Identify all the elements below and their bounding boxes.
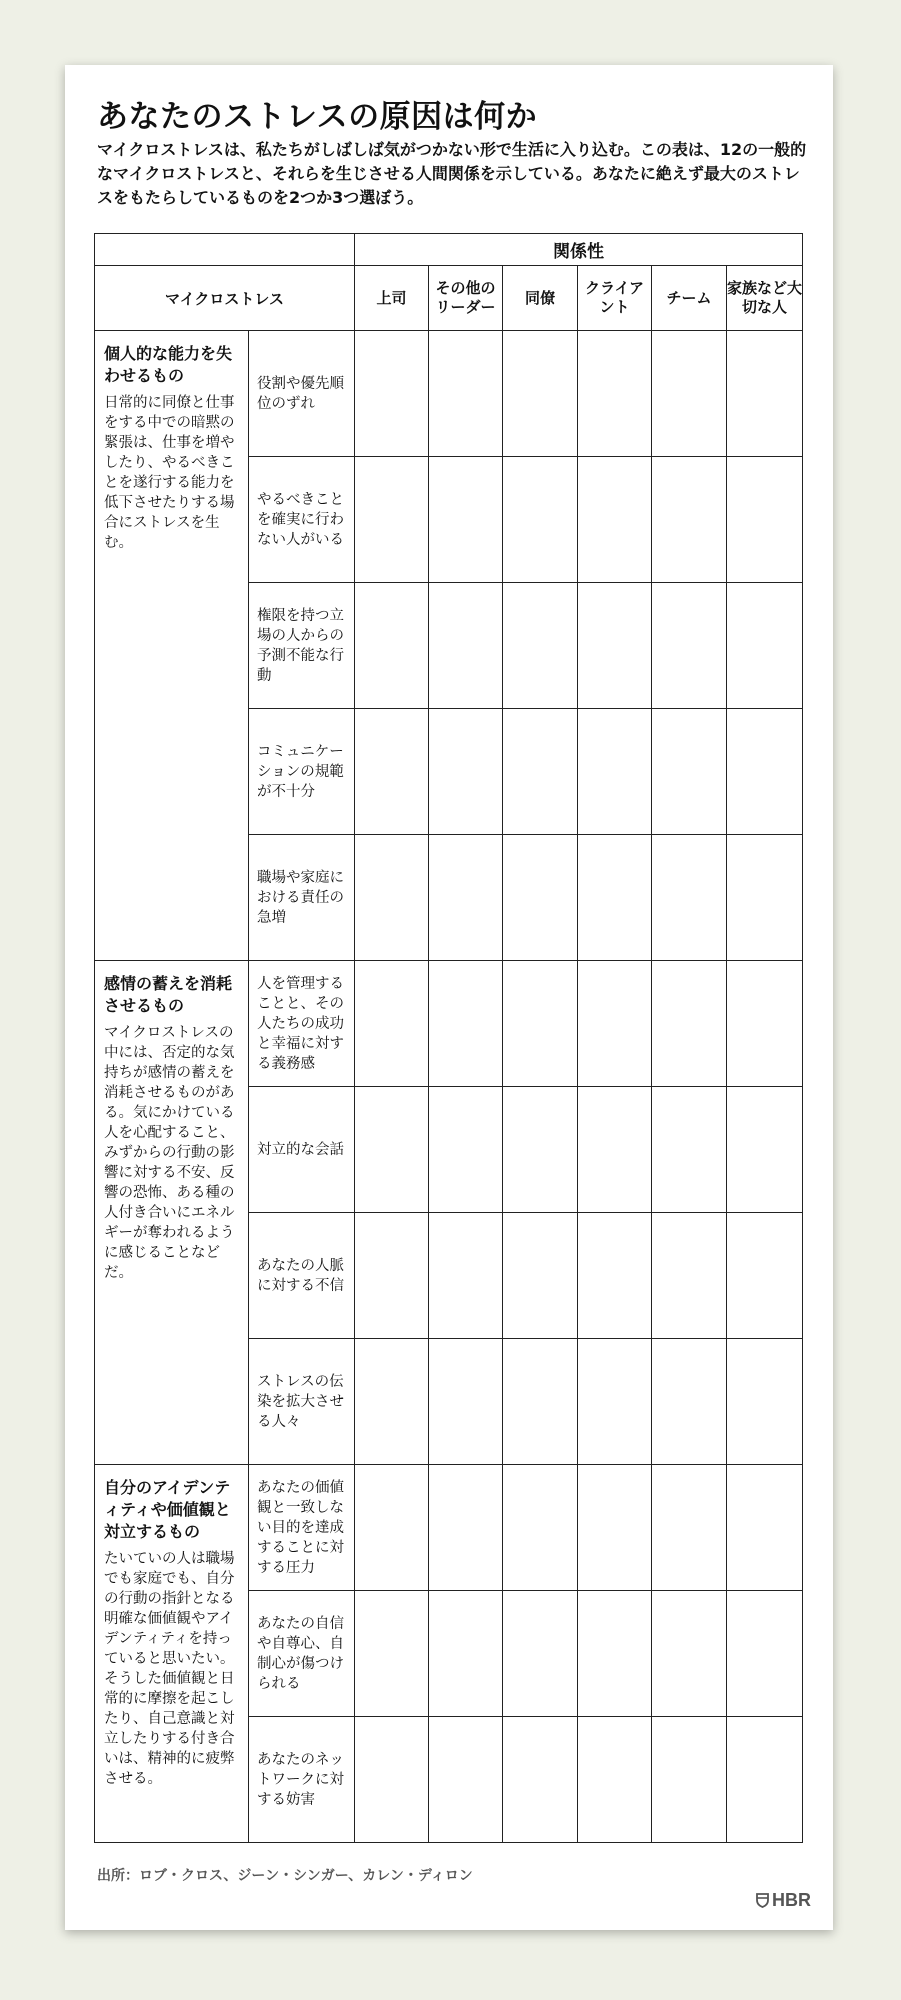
checkbox-cell-family[interactable] — [727, 331, 803, 457]
checkbox-cell-team[interactable] — [652, 1465, 727, 1591]
checkbox-cell-team[interactable] — [652, 331, 727, 457]
checkbox-cell-team[interactable] — [652, 1087, 727, 1213]
checkbox-cell-boss[interactable] — [355, 457, 429, 583]
checkbox-cell-family[interactable] — [727, 457, 803, 583]
table-row — [95, 331, 803, 457]
stress-table — [94, 233, 803, 1843]
checkbox-cell-boss[interactable] — [355, 1087, 429, 1213]
microstress-item: あなたの価値観と一致しない目的を達成することに対する圧力 — [249, 1465, 355, 1591]
checkbox-cell-team[interactable] — [652, 1339, 727, 1465]
checkbox-cell-team[interactable] — [652, 1213, 727, 1339]
checkbox-cell-family[interactable] — [727, 1339, 803, 1465]
checkbox-cell-other-leaders[interactable] — [429, 583, 503, 709]
checkbox-cell-family[interactable] — [727, 1213, 803, 1339]
checkbox-cell-clients[interactable] — [578, 1465, 652, 1591]
checkbox-cell-other-leaders[interactable] — [429, 835, 503, 961]
hbr-logo — [756, 1890, 811, 1911]
checkbox-cell-other-leaders[interactable] — [429, 1213, 503, 1339]
category-description: たいていの人は職場でも家庭でも、自分の行動の指針となる明確な価値観やアイデンティティを持っていると思いたい。そうした価値観と日常的に摩擦を起こしたり、自己意識と対立したりする付き合いは、精神的に疲弊させる。 — [104, 1551, 235, 1787]
checkbox-cell-team[interactable] — [652, 1591, 727, 1717]
checkbox-cell-colleagues[interactable] — [503, 1087, 578, 1213]
column-header-other-leaders: その他のリーダー — [429, 266, 503, 331]
hbr-logo-text: HBR — [772, 1890, 811, 1910]
category-title: 自分のアイデンティティや価値観と対立するもの — [104, 1478, 231, 1541]
category-description: マイクロストレスの中には、否定的な気持ちが感情の蓄えを消耗させるものがある。気にかけている人を心配すること、みずからの行動の影響に対する不安、反響の恐怖、ある種の人付き合いにエネルギーが奪われるように感じることなどだ。 — [104, 1025, 235, 1281]
checkbox-cell-boss[interactable] — [355, 1717, 429, 1843]
source-credit: 出所：ロブ・クロス、ジーン・シンガー、カレン・ディロン — [97, 1868, 473, 1884]
checkbox-cell-clients[interactable] — [578, 835, 652, 961]
stress-table-container — [94, 233, 802, 1850]
checkbox-cell-other-leaders[interactable] — [429, 331, 503, 457]
checkbox-cell-other-leaders[interactable] — [429, 1591, 503, 1717]
hbr-shield-icon — [756, 1893, 769, 1908]
checkbox-cell-colleagues[interactable] — [503, 1591, 578, 1717]
checkbox-cell-family[interactable] — [727, 583, 803, 709]
microstress-item: ストレスの伝染を拡大させる人々 — [249, 1339, 355, 1465]
microstress-item: やるべきことを確実に行わない人がいる — [249, 457, 355, 583]
checkbox-cell-other-leaders[interactable] — [429, 457, 503, 583]
microstress-item: 権限を持つ立場の人からの予測不能な行動 — [249, 583, 355, 709]
checkbox-cell-clients[interactable] — [578, 1339, 652, 1465]
table-row — [95, 1465, 803, 1591]
checkbox-cell-colleagues[interactable] — [503, 709, 578, 835]
checkbox-cell-team[interactable] — [652, 709, 727, 835]
category-title: 個人的な能力を失わせるもの — [104, 344, 233, 385]
checkbox-cell-boss[interactable] — [355, 709, 429, 835]
microstress-item: あなたのネットワークに対する妨害 — [249, 1717, 355, 1843]
checkbox-cell-other-leaders[interactable] — [429, 961, 503, 1087]
checkbox-cell-family[interactable] — [727, 1591, 803, 1717]
category-description: 日常的に同僚と仕事をする中での暗黙の緊張は、仕事を増やしたり、やるべきことを遂行する能力を低下させたりする場合にストレスを生む。 — [104, 395, 235, 551]
checkbox-cell-other-leaders[interactable] — [429, 1717, 503, 1843]
column-header-team: チーム — [652, 266, 727, 331]
checkbox-cell-boss[interactable] — [355, 583, 429, 709]
checkbox-cell-clients[interactable] — [578, 1717, 652, 1843]
category-cell-identity — [95, 1465, 249, 1843]
microstress-item: 人を管理することと、その人たちの成功と幸福に対する義務感 — [249, 961, 355, 1087]
checkbox-cell-team[interactable] — [652, 961, 727, 1087]
microstress-item: 職場や家庭における責任の急増 — [249, 835, 355, 961]
checkbox-cell-boss[interactable] — [355, 835, 429, 961]
header-row-relationships — [95, 234, 803, 266]
intro-text: マイクロストレスは、私たちがしばしば気がつかない形で生活に入り込む。この表は、12の一般的なマイクロストレスと、それらを生じさせる人間関係を示している。あなたに絶えず最大のストレスをもたらしているものを2つか3つ選ぼう。 — [97, 140, 807, 207]
checkbox-cell-clients[interactable] — [578, 583, 652, 709]
microstress-item: コミュニケーションの規範が不十分 — [249, 709, 355, 835]
checkbox-cell-boss[interactable] — [355, 331, 429, 457]
checkbox-cell-boss[interactable] — [355, 961, 429, 1087]
checkbox-cell-colleagues[interactable] — [503, 583, 578, 709]
checkbox-cell-boss[interactable] — [355, 1465, 429, 1591]
checkbox-cell-team[interactable] — [652, 835, 727, 961]
checkbox-cell-other-leaders[interactable] — [429, 709, 503, 835]
microstress-item: あなたの人脈に対する不信 — [249, 1213, 355, 1339]
microstress-item: あなたの自信や自尊心、自制心が傷つけられる — [249, 1591, 355, 1717]
page-title: あなたのストレスの原因は何か — [97, 99, 538, 135]
checkbox-cell-team[interactable] — [652, 1717, 727, 1843]
checkbox-cell-boss[interactable] — [355, 1339, 429, 1465]
checkbox-cell-other-leaders[interactable] — [429, 1087, 503, 1213]
column-header-colleagues: 同僚 — [503, 266, 578, 331]
checkbox-cell-clients[interactable] — [578, 1087, 652, 1213]
column-header-family: 家族など大切な人 — [727, 266, 803, 331]
column-header-clients: クライアント — [578, 266, 652, 331]
checkbox-cell-family[interactable] — [727, 1717, 803, 1843]
category-title: 感情の蓄えを消耗させるもの — [104, 974, 233, 1015]
checkbox-cell-clients[interactable] — [578, 1591, 652, 1717]
header-blank-cell — [95, 234, 355, 266]
checkbox-cell-colleagues[interactable] — [503, 1717, 578, 1843]
checkbox-cell-other-leaders[interactable] — [429, 1465, 503, 1591]
relationship-header: 関係性 — [355, 234, 803, 266]
checkbox-cell-team[interactable] — [652, 457, 727, 583]
checkbox-cell-clients[interactable] — [578, 961, 652, 1087]
checkbox-cell-family[interactable] — [727, 709, 803, 835]
checkbox-cell-clients[interactable] — [578, 457, 652, 583]
checkbox-cell-team[interactable] — [652, 583, 727, 709]
category-cell-emotional — [95, 961, 249, 1465]
checkbox-cell-colleagues[interactable] — [503, 961, 578, 1087]
checkbox-cell-family[interactable] — [727, 835, 803, 961]
checkbox-cell-clients[interactable] — [578, 331, 652, 457]
checkbox-cell-boss[interactable] — [355, 1591, 429, 1717]
checkbox-cell-family[interactable] — [727, 1465, 803, 1591]
checkbox-cell-clients[interactable] — [578, 1213, 652, 1339]
checkbox-cell-colleagues[interactable] — [503, 457, 578, 583]
checkbox-cell-colleagues[interactable] — [503, 1213, 578, 1339]
checkbox-cell-clients[interactable] — [578, 709, 652, 835]
microstress-item: 対立的な会話 — [249, 1087, 355, 1213]
checkbox-cell-family[interactable] — [727, 961, 803, 1087]
microstress-item: 役割や優先順位のずれ — [249, 331, 355, 457]
checkbox-cell-family[interactable] — [727, 1087, 803, 1213]
table-row — [95, 961, 803, 1087]
infographic-card — [65, 65, 833, 1930]
checkbox-cell-boss[interactable] — [355, 1213, 429, 1339]
checkbox-cell-colleagues[interactable] — [503, 835, 578, 961]
category-cell-capacity — [95, 331, 249, 961]
column-header-boss: 上司 — [355, 266, 429, 331]
microstress-header: マイクロストレス — [95, 266, 355, 331]
checkbox-cell-colleagues[interactable] — [503, 1339, 578, 1465]
checkbox-cell-colleagues[interactable] — [503, 1465, 578, 1591]
header-row-columns — [95, 266, 803, 331]
checkbox-cell-other-leaders[interactable] — [429, 1339, 503, 1465]
checkbox-cell-colleagues[interactable] — [503, 331, 578, 457]
